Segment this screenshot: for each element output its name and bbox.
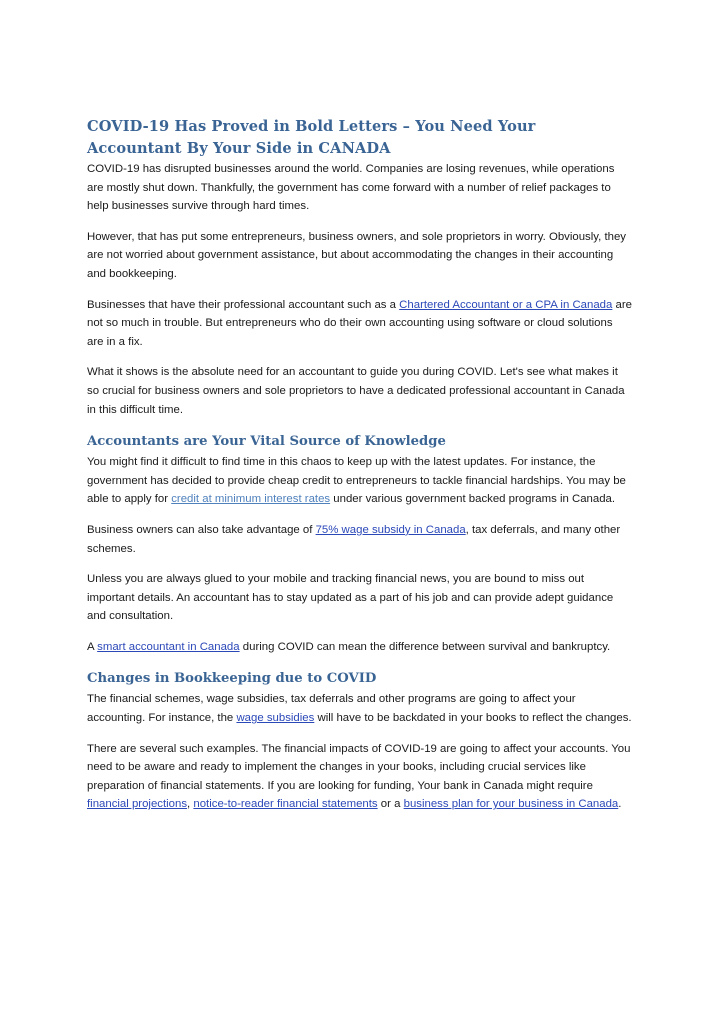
text-span: The financial schemes, wage subsidies, tax deferrals and other programs are going to affect your accounting. For instance, the — [87, 693, 576, 725]
text-span: or a — [377, 798, 404, 811]
intro-paragraph-3 — [87, 296, 632, 352]
wage-subsidy-link[interactable]: 75% wage subsidy in Canada — [315, 523, 466, 536]
text-span: Businesses that have their professional accountant such as a — [87, 298, 400, 311]
text-span: , — [187, 798, 194, 811]
text-span: , tax deferrals, and many other schemes. — [87, 523, 621, 555]
text-span: will have to be backdated in your books to reflect the changes. — [314, 712, 632, 725]
knowledge-paragraph-2 — [87, 521, 632, 558]
text-span: A — [87, 640, 98, 653]
credit-interest-link[interactable]: credit at minimum interest rates — [171, 493, 331, 506]
section-heading-knowledge: Accountants are Your Vital Source of Knowledge — [87, 434, 446, 450]
wage-subsidies-link[interactable]: wage subsidies — [236, 712, 315, 725]
bookkeeping-paragraph-2 — [87, 740, 632, 814]
document-page — [87, 116, 632, 826]
smart-accountant-link[interactable]: smart accountant in Canada — [97, 640, 240, 653]
document-title: COVID-19 Has Proved in Bold Letters – You Need Your Accountant By Your Side in CANADA — [87, 118, 536, 157]
text-span: under various government backed programs in Canada. — [330, 493, 616, 506]
intro-paragraph-1: COVID-19 has disrupted businesses around the world. Companies are losing revenues, while operations are mostly shut down. Thankfully, the government has come forward with a number of relief packages to help businesses survive through hard times. — [87, 163, 615, 213]
knowledge-paragraph-1 — [87, 453, 632, 509]
text-span: You might find it difficult to find time in this chaos to keep up with the latest updates. For instance, the government has decided to provide cheap credit to entrepreneurs to tackle financial hardships. You may be able to apply for — [87, 456, 626, 506]
knowledge-paragraph-3: Unless you are always glued to your mobile and tracking financial news, you are bound to miss out important details. An accountant has to stay updated as a part of his job and can provide adept guidance and consultation. — [87, 573, 614, 623]
financial-projections-link[interactable]: financial projections — [87, 798, 188, 811]
notice-to-reader-link[interactable]: notice-to-reader financial statements — [193, 798, 378, 811]
bookkeeping-paragraph-1 — [87, 690, 632, 727]
text-span: There are several such examples. The financial impacts of COVID-19 are going to affect your accounts. You need to be aware and ready to implement the changes in your books, including crucial services like preparation of financial statements. If you are looking for funding, Your bank in Canada might require — [87, 742, 631, 792]
chartered-accountant-link[interactable]: Chartered Accountant or a CPA in Canada — [399, 298, 613, 311]
intro-paragraph-2: However, that has put some entrepreneurs, business owners, and sole proprietors in worry. Obviously, they are not worried about government assistance, but about accommodating the changes in their accounting and bookkeeping. — [87, 230, 626, 280]
text-span: . — [618, 798, 622, 811]
knowledge-paragraph-4 — [87, 638, 632, 657]
intro-paragraph-4: What it shows is the absolute need for an accountant to guide you during COVID. Let's see what makes it so crucial for business owners and sole proprietors to have a dedicated professional accountant in Canada in this difficult time. — [87, 366, 625, 416]
text-span: during COVID can mean the difference between survival and bankruptcy. — [239, 640, 611, 653]
business-plan-link[interactable]: business plan for your business in Canada — [403, 798, 619, 811]
section-heading-bookkeeping: Changes in Bookkeeping due to COVID — [87, 671, 377, 687]
text-span: Business owners can also take advantage of — [87, 523, 316, 536]
text-span: are not so much in trouble. But entrepreneurs who do their own accounting using software or cloud solutions are in a fix. — [87, 298, 632, 348]
